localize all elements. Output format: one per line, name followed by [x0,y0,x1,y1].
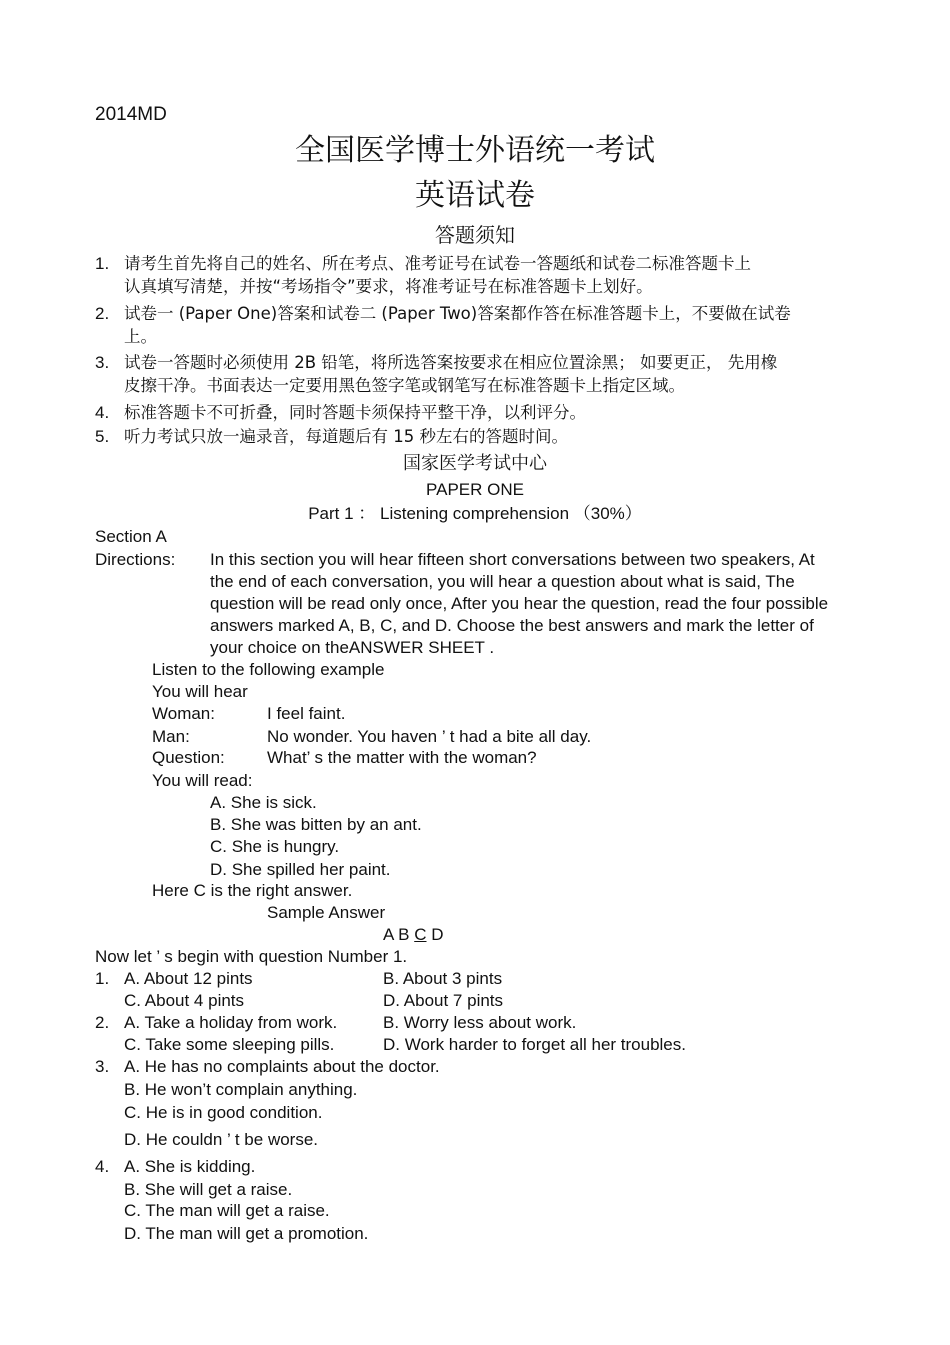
sample-choice-d: D [431,925,444,944]
notice-line: 皮擦干净。书面表达一定要用黑色签字笔或钢笔写在标准答题卡上指定区域。 [124,376,685,395]
example-option: C. She is hungry. [210,837,340,856]
notice-line: 认真填写清楚，并按“考场指令”要求，将准考证号在标准答题卡上划好。 [124,277,653,296]
begin-instruction: Now let ’ s begin with question Number 1. [95,947,408,966]
option-a: A. About 12 pints [124,969,253,988]
notice-line: 标准答题卡不可折叠，同时答题卡须保持平整干净，以利评分。 [124,403,586,422]
issuer: 国家医学考试中心 [403,453,547,474]
option-d: D. About 7 pints [383,991,504,1010]
notice-num: 4. [95,403,110,422]
directions-line: your choice on theANSWER SHEET . [210,638,495,657]
exam-title: 全国医学博士外语统一考试 [295,133,655,168]
directions-line: In this section you will hear fifteen short conversations between two speakers, At [210,550,815,569]
example-option: D. She spilled her paint. [210,860,391,879]
example-option: A. She is sick. [210,793,317,812]
option-c: C. He is in good condition. [124,1103,323,1122]
option-b: B. About 3 pints [383,969,503,988]
sample-answer-label: Sample Answer [267,903,386,922]
option-b: B. Worry less about work. [383,1013,577,1032]
man-label: Man: [152,727,190,746]
option-d: D. The man will get a promotion. [124,1224,369,1243]
question-number: 2. [95,1013,110,1032]
option-c: C. The man will get a raise. [124,1201,330,1220]
directions-line: question will be read only once, After you hear the question, read the four possible [210,594,829,613]
question-label: Question: [152,748,225,767]
notice-line: 听力考试只放一遍录音，每道题后有 15 秒左右的答题时间。 [124,427,568,446]
exam-subtitle: 英语试卷 [415,178,535,213]
paper-heading: PAPER ONE [426,480,524,499]
notice-num: 3. [95,353,110,372]
question-number: 4. [95,1157,110,1176]
notice-num: 5. [95,427,110,446]
notice-line: 试卷一 (Paper One)答案和试卷二 (Paper Two)答案都作答在标准答题卡上，不要做在试卷 [124,304,791,323]
sample-choice-c-marked: C [414,925,427,944]
woman-label: Woman: [152,704,215,723]
notice-line: 上。 [124,327,157,346]
question-number: 3. [95,1057,110,1076]
option-b: B. She will get a raise. [124,1180,293,1199]
notice-num: 2. [95,304,110,323]
part-heading: Part 1 ： Listening comprehension （30%） [308,504,642,523]
man-text: No wonder. You haven ’ t had a bite all day. [267,727,592,746]
question-text: What’ s the matter with the woman? [267,748,537,767]
sample-choice-b: B [398,925,410,944]
question-number: 1. [95,969,110,988]
option-d: D. Work harder to forget all her troubles. [383,1035,686,1054]
notice-line: 试卷一答题时必须使用 2B 铅笔，将所选答案按要求在相应位置涂黑； 如要更正， 先用橡 [124,353,778,372]
section-heading: Section A [95,527,167,546]
example-you-will-hear: You will hear [152,682,248,701]
directions-label: Directions: [95,550,176,569]
example-you-will-read: You will read: [152,771,253,790]
option-b: B. He won’t complain anything. [124,1080,358,1099]
option-d: D. He couldn ’ t be worse. [124,1130,319,1149]
directions-line: answers marked A, B, C, and D. Choose the best answers and mark the letter of [210,616,814,635]
directions-line: the end of each conversation, you will hear a question about what is said, The [210,572,795,591]
sample-answer-row [383,925,444,945]
option-c: C. About 4 pints [124,991,245,1010]
option-c: C. Take some sleeping pills. [124,1035,335,1054]
example-intro: Listen to the following example [152,660,385,679]
notice-line: 请考生首先将自己的姓名、所在考点、准考证号在试卷一答题纸和试卷二标准答题卡上 [124,254,751,273]
woman-text: I feel faint. [267,704,346,723]
option-a: A. She is kidding. [124,1157,256,1176]
example-option: B. She was bitten by an ant. [210,815,422,834]
exam-code: 2014MD [95,104,167,125]
notice-heading: 答题须知 [435,223,515,247]
right-answer-note: Here C is the right answer. [152,881,353,900]
option-a: A. Take a holiday from work. [124,1013,338,1032]
sample-choice-a: A [383,925,394,944]
notice-num: 1. [95,254,110,273]
option-a: A. He has no complaints about the doctor. [124,1057,440,1076]
